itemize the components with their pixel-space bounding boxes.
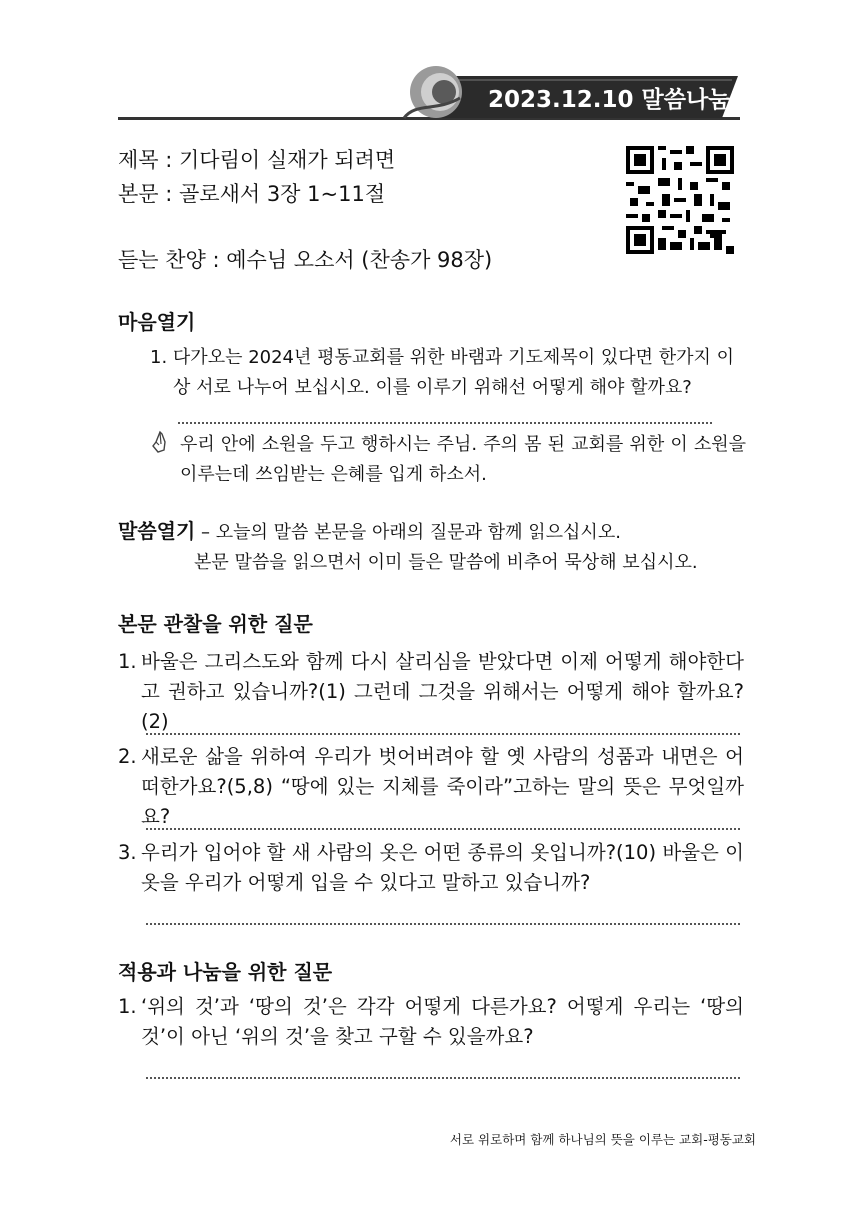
question-text: ‘위의 것’과 ‘땅의 것’은 각각 어떻게 다른가요? 어떻게 우리는 ‘땅의 것’이 아닌 ‘위의 것’을 찾고 구할 수 있을까요? [141, 995, 744, 1048]
application-heading: 적용과 나눔을 위한 질문 [118, 960, 333, 984]
question-number: 3. [118, 841, 137, 864]
answer-line [146, 733, 740, 735]
answer-line [146, 828, 740, 830]
swirl-ornament-icon [396, 62, 466, 128]
application-question-1 [118, 992, 744, 1052]
question-number: 1. [118, 995, 137, 1018]
question-text: 우리가 입어야 할 새 사람의 옷은 어떤 종류의 옷입니까?(10) 바울은 이 옷을 우리가 어떻게 입을 수 있다고 말하고 있습니까? [141, 841, 744, 894]
word-heading: 말씀열기 [118, 519, 196, 543]
opening-question [150, 343, 746, 403]
observation-question-3 [118, 838, 744, 898]
observation-question-2 [118, 742, 744, 832]
word-line-2: 본문 말씀을 읽으면서 이미 들은 말씀에 비추어 묵상해 보십시오. [194, 552, 698, 573]
answer-line [146, 923, 740, 925]
qr-code-icon[interactable] [626, 146, 734, 254]
answer-line [178, 422, 712, 424]
scripture-reference: 본문 : 골로새서 3장 1~11절 [118, 182, 386, 206]
question-text: 새로운 삶을 위하여 우리가 벗어버려야 할 옛 사람의 성품과 내면은 어떠한가요?(5,8) “땅에 있는 지체를 죽이라”고하는 말의 뜻은 무엇일까요? [141, 745, 744, 828]
praying-hands-icon [150, 430, 172, 454]
prayer-text: 우리 안에 소원을 두고 행하시는 주님. 주의 몸 된 교회를 위한 이 소원을 이루는데 쓰임받는 은혜를 입게 하소서. [180, 434, 746, 485]
word-intro [118, 517, 621, 547]
sermon-title: 제목 : 기다림이 실재가 되려면 [118, 148, 396, 172]
footer-motto: 서로 위로하며 함께 하나님의 뜻을 이루는 교회-평동교회 [449, 1132, 756, 1147]
observation-question-1 [118, 647, 744, 737]
question-number: 1. [150, 347, 168, 368]
hymn-info: 듣는 찬양 : 예수님 오소서 (찬송가 98장) [118, 248, 493, 272]
word-line-1: – 오늘의 말씀 본문을 아래의 질문과 함께 읽으십시오. [201, 522, 621, 543]
question-text: 다가오는 2024년 평동교회를 위한 바램과 기도제목이 있다면 한가지 이상 서로 나누어 보십시오. 이를 이루기 위해선 어떻게 해야 할까요? [172, 347, 734, 398]
question-number: 1. [118, 650, 137, 673]
question-text: 바울은 그리스도와 함께 다시 살리심을 받았다면 이제 어떻게 해야한다고 권하고 있습니까?(1) 그런데 그것을 위해서는 어떻게 해야 할까요?(2) [141, 650, 744, 733]
observation-heading: 본문 관찰을 위한 질문 [118, 612, 313, 636]
opening-heading: 마음열기 [118, 310, 196, 334]
answer-line [146, 1077, 740, 1079]
page-title: 2023.12.10 말씀나눔지 [488, 87, 753, 113]
question-number: 2. [118, 745, 137, 768]
